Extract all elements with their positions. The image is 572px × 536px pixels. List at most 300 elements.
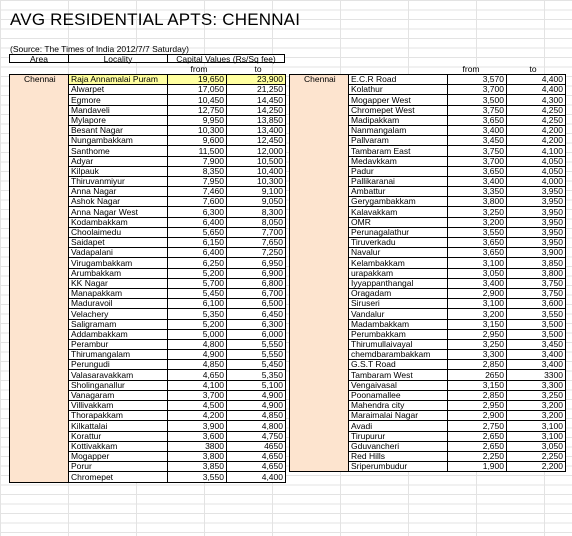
to-value-cell: 5,550 [227, 350, 286, 360]
table-row [10, 421, 286, 431]
table-row [290, 411, 566, 421]
locality-cell: Kodambakkam [69, 217, 168, 227]
table-row [290, 462, 566, 472]
table-row [10, 227, 286, 237]
to-value-cell: 14,250 [227, 105, 286, 115]
to-value-cell: 3,100 [507, 421, 566, 431]
table-row [10, 105, 286, 115]
to-value-cell: 3,950 [507, 227, 566, 237]
locality-cell: Adyar [69, 156, 168, 166]
area-cell [290, 227, 349, 237]
area-cell [10, 319, 69, 329]
to-value-cell: 4,000 [507, 176, 566, 186]
to-value-cell: 3,250 [507, 390, 566, 400]
from-value-cell: 3,750 [448, 105, 507, 115]
to-value-cell: 4,400 [507, 85, 566, 95]
area-cell [10, 441, 69, 451]
locality-cell: Perumbakkam [349, 329, 448, 339]
area-cell [10, 248, 69, 258]
area-cell [10, 166, 69, 176]
locality-cell: G.S.T Road [349, 360, 448, 370]
area-cell [290, 451, 349, 461]
locality-cell: Porur [69, 462, 168, 472]
area-cell [10, 197, 69, 207]
to-value-cell: 3,950 [507, 197, 566, 207]
locality-cell: chemdbarambakkam [349, 350, 448, 360]
table-row [10, 309, 286, 319]
locality-cell: Chromepet [69, 472, 168, 482]
from-value-cell: 17,050 [168, 85, 227, 95]
table-row [10, 339, 286, 349]
header-area: Area [9, 54, 69, 63]
table-row [290, 451, 566, 461]
locality-cell: Pallvaram [349, 136, 448, 146]
from-value-cell: 4,100 [168, 380, 227, 390]
left-locality-table [9, 74, 286, 483]
locality-cell: Vengaivasal [349, 380, 448, 390]
from-value-cell: 11,500 [168, 146, 227, 156]
header-to-left: to [254, 64, 262, 74]
area-cell [290, 462, 349, 472]
area-cell [10, 146, 69, 156]
from-value-cell: 8,350 [168, 166, 227, 176]
locality-cell: Perungudi [69, 360, 168, 370]
area-cell [290, 380, 349, 390]
from-value-cell: 5,200 [168, 319, 227, 329]
locality-cell: Addambakkam [69, 329, 168, 339]
area-cell [290, 278, 349, 288]
area-cell [290, 390, 349, 400]
locality-cell: Kilpauk [69, 166, 168, 176]
table-row [10, 370, 286, 380]
table-row [290, 258, 566, 268]
to-value-cell: 5,100 [227, 380, 286, 390]
area-cell [10, 207, 69, 217]
from-value-cell: 2,950 [448, 401, 507, 411]
locality-cell: Chromepet West [349, 105, 448, 115]
from-value-cell: 9,600 [168, 136, 227, 146]
to-value-cell: 3,750 [507, 278, 566, 288]
locality-cell: Mogapper [69, 451, 168, 461]
from-value-cell: 3,650 [448, 166, 507, 176]
area-cell [10, 339, 69, 349]
area-cell [290, 319, 349, 329]
table-row [10, 462, 286, 472]
area-cell [10, 472, 69, 482]
to-value-cell: 2,200 [507, 462, 566, 472]
area-cell [290, 115, 349, 125]
area-cell [290, 146, 349, 156]
table-row [290, 380, 566, 390]
locality-cell: Thirumangalam [69, 350, 168, 360]
from-value-cell: 3,550 [168, 472, 227, 482]
from-value-cell: 3,800 [448, 197, 507, 207]
table-row [10, 472, 286, 482]
table-row [290, 85, 566, 95]
table-row [290, 187, 566, 197]
area-cell [290, 105, 349, 115]
table-row [10, 380, 286, 390]
from-value-cell: 2,650 [448, 431, 507, 441]
to-value-cell: 3300 [507, 370, 566, 380]
table-row [10, 156, 286, 166]
locality-cell: Thorapakkam [69, 411, 168, 421]
locality-cell: E.C.R Road [349, 75, 448, 85]
locality-cell: Velachery [69, 309, 168, 319]
from-value-cell: 7,950 [168, 176, 227, 186]
locality-cell: Thirumullaivayal [349, 339, 448, 349]
page-title: AVG RESIDENTIAL APTS: CHENNAI [10, 10, 301, 29]
from-value-cell: 6,300 [168, 207, 227, 217]
table-row [290, 360, 566, 370]
to-value-cell: 13,850 [227, 115, 286, 125]
from-value-cell: 4,200 [168, 411, 227, 421]
locality-cell: Navalur [349, 248, 448, 258]
from-value-cell: 9,950 [168, 115, 227, 125]
table-row [10, 360, 286, 370]
to-value-cell: 10,500 [227, 156, 286, 166]
to-value-cell: 3,050 [507, 441, 566, 451]
table-row [10, 217, 286, 227]
table-row [10, 207, 286, 217]
locality-cell: Mogapper West [349, 95, 448, 105]
from-value-cell: 5,650 [168, 227, 227, 237]
locality-cell: Kalavakkam [349, 207, 448, 217]
area-cell [10, 95, 69, 105]
to-value-cell: 3,950 [507, 238, 566, 248]
from-value-cell: 2,250 [448, 451, 507, 461]
from-value-cell: 2,850 [448, 360, 507, 370]
to-value-cell: 7,700 [227, 227, 286, 237]
locality-cell: Kilkattalai [69, 421, 168, 431]
area-cell [290, 187, 349, 197]
to-value-cell: 7,650 [227, 238, 286, 248]
area-cell [10, 176, 69, 186]
to-value-cell: 4650 [227, 441, 286, 451]
to-value-cell: 3,200 [507, 401, 566, 411]
to-value-cell: 8,050 [227, 217, 286, 227]
to-value-cell: 12,450 [227, 136, 286, 146]
to-value-cell: 8,300 [227, 207, 286, 217]
locality-cell: Virugambakkam [69, 258, 168, 268]
to-value-cell: 23,900 [227, 75, 286, 85]
from-value-cell: 3,400 [448, 176, 507, 186]
table-row [290, 329, 566, 339]
table-row [290, 207, 566, 217]
area-cell [290, 441, 349, 451]
locality-cell: Alwarpet [69, 85, 168, 95]
locality-cell: Besant Nagar [69, 125, 168, 135]
to-value-cell: 4,850 [227, 411, 286, 421]
table-row [290, 248, 566, 258]
from-value-cell: 2,900 [448, 288, 507, 298]
area-cell [290, 125, 349, 135]
to-value-cell: 3,950 [507, 217, 566, 227]
area-cell [290, 238, 349, 248]
to-value-cell: 13,400 [227, 125, 286, 135]
to-value-cell: 4,400 [507, 75, 566, 85]
from-value-cell: 6,150 [168, 238, 227, 248]
table-row [290, 299, 566, 309]
from-value-cell: 5,450 [168, 288, 227, 298]
locality-cell: OMR [349, 217, 448, 227]
table-row [10, 278, 286, 288]
from-value-cell: 3,650 [448, 248, 507, 258]
to-value-cell: 3,500 [507, 329, 566, 339]
area-cell [10, 360, 69, 370]
to-value-cell: 4,200 [507, 136, 566, 146]
table-row [290, 319, 566, 329]
locality-cell: Choolaimedu [69, 227, 168, 237]
from-value-cell: 4,650 [168, 370, 227, 380]
table-row [10, 258, 286, 268]
area-cell [10, 187, 69, 197]
to-value-cell: 3,800 [507, 268, 566, 278]
to-value-cell: 6,300 [227, 319, 286, 329]
table-row [10, 431, 286, 441]
area-cell [10, 125, 69, 135]
header-from-right: from [462, 64, 480, 74]
area-cell [290, 268, 349, 278]
table-row [290, 441, 566, 451]
table-row [290, 217, 566, 227]
locality-cell: Medavkkam [349, 156, 448, 166]
area-cell [290, 217, 349, 227]
locality-cell: Valasaravakkam [69, 370, 168, 380]
from-value-cell: 3,100 [448, 299, 507, 309]
from-value-cell: 3,200 [448, 217, 507, 227]
table-row [10, 187, 286, 197]
from-value-cell: 4,900 [168, 350, 227, 360]
table-row [10, 268, 286, 278]
from-value-cell: 2,950 [448, 329, 507, 339]
table-row [10, 136, 286, 146]
from-value-cell: 3,550 [448, 227, 507, 237]
table-row [10, 95, 286, 105]
from-value-cell: 2,650 [448, 441, 507, 451]
table-row [290, 268, 566, 278]
area-cell [10, 411, 69, 421]
table-row [290, 431, 566, 441]
from-value-cell: 6,400 [168, 217, 227, 227]
locality-cell: Mandaveli [69, 105, 168, 115]
locality-cell: Vanagaram [69, 390, 168, 400]
area-cell [290, 309, 349, 319]
table-row [290, 390, 566, 400]
table-row [10, 299, 286, 309]
area-cell [290, 197, 349, 207]
table-row [10, 401, 286, 411]
to-value-cell: 3,400 [507, 350, 566, 360]
to-value-cell: 3,400 [507, 360, 566, 370]
table-row [290, 105, 566, 115]
locality-cell: Korattur [69, 431, 168, 441]
area-cell [10, 115, 69, 125]
to-value-cell: 3,950 [507, 207, 566, 217]
locality-cell: Vandalur [349, 309, 448, 319]
locality-cell: Oragadam [349, 288, 448, 298]
locality-cell: Anna Nagar West [69, 207, 168, 217]
table-row [10, 85, 286, 95]
locality-cell: Sholinganallur [69, 380, 168, 390]
from-value-cell: 5,200 [168, 268, 227, 278]
from-value-cell: 3,650 [448, 115, 507, 125]
table-row [10, 451, 286, 461]
area-cell [10, 85, 69, 95]
locality-cell: Tiruverkadu [349, 238, 448, 248]
from-value-cell: 3,900 [168, 421, 227, 431]
from-value-cell: 3,500 [448, 95, 507, 105]
from-value-cell: 3,700 [168, 390, 227, 400]
table-row [290, 125, 566, 135]
to-value-cell: 3,950 [507, 187, 566, 197]
table-row [10, 288, 286, 298]
table-row [10, 441, 286, 451]
locality-cell: Poonamallee [349, 390, 448, 400]
table-row [290, 227, 566, 237]
area-cell [10, 105, 69, 115]
locality-cell: Tirupurur [349, 431, 448, 441]
area-cell [10, 421, 69, 431]
right-locality-table [289, 74, 566, 472]
locality-cell: Nanmangalam [349, 125, 448, 135]
to-value-cell: 4,650 [227, 451, 286, 461]
from-value-cell: 3,570 [448, 75, 507, 85]
to-value-cell: 4,900 [227, 390, 286, 400]
to-value-cell: 6,700 [227, 288, 286, 298]
table-row [290, 238, 566, 248]
to-value-cell: 10,300 [227, 176, 286, 186]
from-value-cell: 3,150 [448, 380, 507, 390]
table-row [290, 370, 566, 380]
from-value-cell: 3,400 [448, 278, 507, 288]
area-cell [10, 227, 69, 237]
locality-cell: Perambur [69, 339, 168, 349]
area-cell [10, 288, 69, 298]
table-row [290, 166, 566, 176]
to-value-cell: 7,250 [227, 248, 286, 258]
from-value-cell: 12,750 [168, 105, 227, 115]
locality-cell: Sriperumbudur [349, 462, 448, 472]
from-value-cell: 3,700 [448, 85, 507, 95]
area-cell [290, 207, 349, 217]
table-row [290, 401, 566, 411]
locality-cell: Madipakkam [349, 115, 448, 125]
to-value-cell: 9,050 [227, 197, 286, 207]
from-value-cell: 4,800 [168, 339, 227, 349]
from-value-cell: 2650 [448, 370, 507, 380]
area-cell: Chennai [10, 75, 69, 85]
to-value-cell: 3,850 [507, 258, 566, 268]
area-cell [10, 462, 69, 472]
from-value-cell: 5,700 [168, 278, 227, 288]
to-value-cell: 3,600 [507, 299, 566, 309]
from-value-cell: 6,250 [168, 258, 227, 268]
area-cell [10, 156, 69, 166]
area-cell [10, 299, 69, 309]
area-cell [290, 156, 349, 166]
area-cell [290, 370, 349, 380]
table-row [10, 115, 286, 125]
from-value-cell: 3800 [168, 441, 227, 451]
from-value-cell: 3,600 [168, 431, 227, 441]
from-value-cell: 10,450 [168, 95, 227, 105]
from-value-cell: 3,300 [448, 350, 507, 360]
table-row [10, 319, 286, 329]
table-row [10, 197, 286, 207]
to-value-cell: 6,500 [227, 299, 286, 309]
area-cell [10, 238, 69, 248]
area-cell [10, 309, 69, 319]
table-row [290, 309, 566, 319]
from-value-cell: 3,650 [448, 238, 507, 248]
to-value-cell: 5,450 [227, 360, 286, 370]
locality-cell: Tambaram East [349, 146, 448, 156]
source-note: (Source: The Times of India 2012/7/7 Saturday) [10, 44, 189, 54]
area-cell [290, 85, 349, 95]
locality-cell: Vadapalani [69, 248, 168, 258]
to-value-cell: 4,050 [507, 156, 566, 166]
area-cell [10, 431, 69, 441]
from-value-cell: 2,850 [448, 390, 507, 400]
area-cell [290, 421, 349, 431]
from-value-cell: 3,050 [448, 268, 507, 278]
from-value-cell: 5,000 [168, 329, 227, 339]
to-value-cell: 4,050 [507, 166, 566, 176]
from-value-cell: 3,400 [448, 125, 507, 135]
locality-cell: Maraimalai Nagar [349, 411, 448, 421]
to-value-cell: 21,250 [227, 85, 286, 95]
to-value-cell: 3,450 [507, 339, 566, 349]
locality-cell: Gerygambakkam [349, 197, 448, 207]
area-cell [10, 370, 69, 380]
table-row [290, 146, 566, 156]
locality-cell: Kelambakkam [349, 258, 448, 268]
table-row [290, 176, 566, 186]
to-value-cell: 4,250 [507, 115, 566, 125]
to-value-cell: 4,750 [227, 431, 286, 441]
from-value-cell: 2,750 [448, 421, 507, 431]
table-row [10, 329, 286, 339]
from-value-cell: 3,350 [448, 187, 507, 197]
table-row [290, 136, 566, 146]
locality-cell: Mylapore [69, 115, 168, 125]
table-row [10, 390, 286, 400]
area-cell [290, 136, 349, 146]
locality-cell: Saligramam [69, 319, 168, 329]
locality-cell: Kottivakkam [69, 441, 168, 451]
from-value-cell: 1,900 [448, 462, 507, 472]
area-cell [290, 288, 349, 298]
table-row [10, 125, 286, 135]
header-to-right: to [529, 64, 537, 74]
locality-cell: Santhome [69, 146, 168, 156]
to-value-cell: 4,900 [227, 401, 286, 411]
locality-cell: Tambaram West [349, 370, 448, 380]
locality-cell: Kolathur [349, 85, 448, 95]
to-value-cell: 6,900 [227, 268, 286, 278]
to-value-cell: 3,550 [507, 309, 566, 319]
locality-cell: Iyyappanthangal [349, 278, 448, 288]
to-value-cell: 3,100 [507, 431, 566, 441]
table-row [10, 411, 286, 421]
locality-cell: Manapakkam [69, 288, 168, 298]
from-value-cell: 10,300 [168, 125, 227, 135]
header-locality: Locality [68, 54, 168, 63]
to-value-cell: 12,000 [227, 146, 286, 156]
table-row [290, 156, 566, 166]
area-cell [10, 258, 69, 268]
